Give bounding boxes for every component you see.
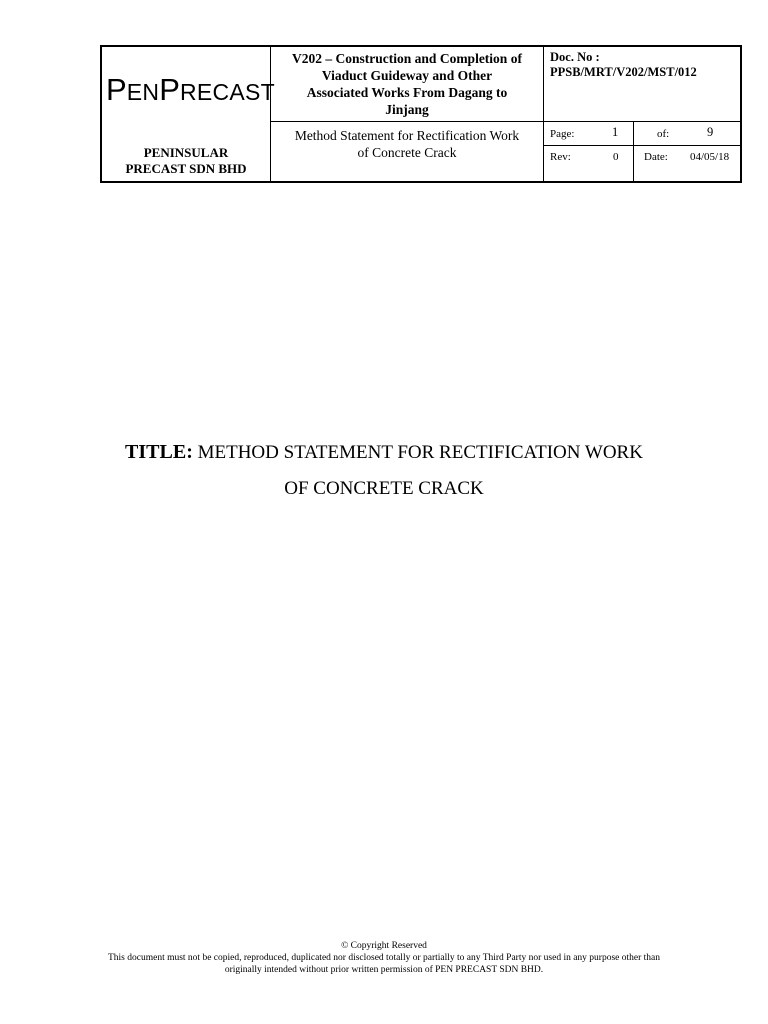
copyright-notice: © Copyright Reserved (341, 941, 427, 951)
project-title: V202 – Construction and Completion of Viaduct Guideway and Other Associated Works From Dagang to Jinjang (292, 51, 522, 117)
title-line-1: METHOD STATEMENT FOR RECTIFICATION WORK (197, 442, 643, 463)
document-number: Doc. No : PPSB/MRT/V202/MST/012 (550, 50, 697, 79)
page-of-label: of: (657, 128, 670, 140)
company-name: PENINSULAR PRECAST SDN BHD (125, 145, 247, 176)
document-header-table (100, 45, 742, 183)
column-divider-2 (543, 47, 544, 181)
row-divider-1 (270, 121, 740, 122)
revision-number: 0 (613, 151, 619, 163)
date-value: 04/05/18 (690, 151, 730, 163)
title-label: TITLE: (125, 441, 193, 463)
column-divider-3 (633, 121, 634, 181)
method-statement-title: Method Statement for Rectification Work of Concrete Crack (294, 128, 520, 160)
column-divider-1 (270, 47, 271, 181)
row-divider-2 (543, 145, 740, 146)
title-line-2: OF CONCRETE CRACK (284, 478, 484, 499)
document-title (0, 434, 768, 507)
page-label: Page: (550, 128, 575, 140)
page-number: 1 (612, 125, 619, 139)
page-total: 9 (707, 125, 714, 139)
company-logo: PENPRECAST (106, 72, 276, 107)
copyright-footer (60, 940, 708, 976)
footer-disclaimer-line-2: originally intended without prior written permission of PEN PRECAST SDN BHD. (224, 965, 544, 975)
revision-label: Rev: (550, 151, 571, 163)
footer-disclaimer-line-1: This document must not be copied, reproduced, duplicated nor disclosed totally or partially to any Third Party nor used in any purpose other than (107, 953, 661, 963)
date-label: Date: (644, 151, 668, 163)
